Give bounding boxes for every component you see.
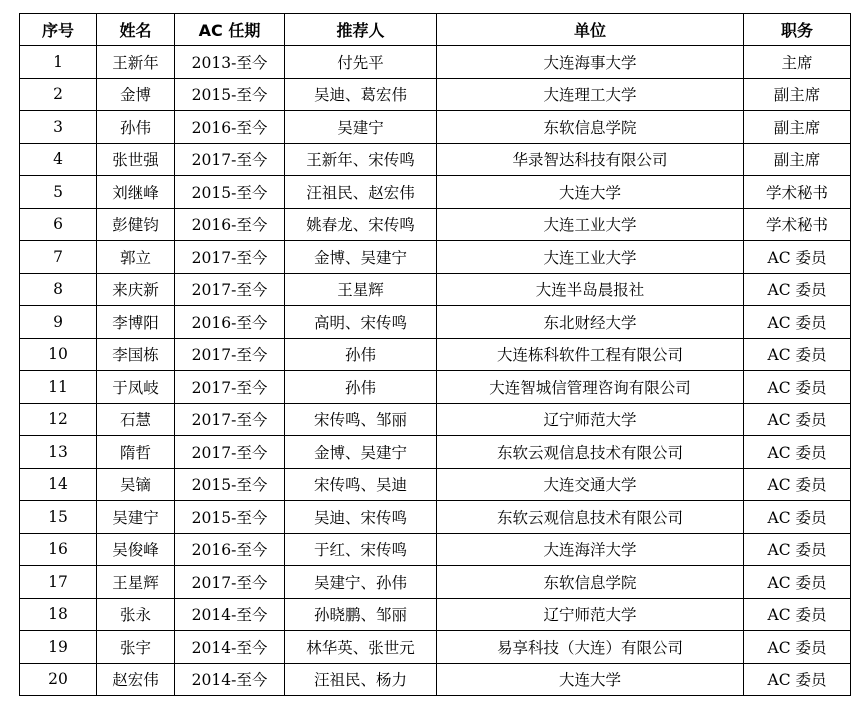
cell-index: 2 [20, 78, 97, 111]
cell-term: 2014-至今 [175, 598, 285, 631]
cell-position: AC 委员 [744, 403, 851, 436]
cell-recommender: 林华英、张世元 [285, 631, 437, 664]
cell-recommender: 吴迪、宋传鸣 [285, 501, 437, 534]
cell-position: AC 委员 [744, 468, 851, 501]
cell-term: 2017-至今 [175, 436, 285, 469]
cell-recommender: 宋传鸣、吴迪 [285, 468, 437, 501]
cell-name: 彭健钧 [97, 208, 175, 241]
cell-index: 17 [20, 566, 97, 599]
cell-position: AC 委员 [744, 631, 851, 664]
cell-position: AC 委员 [744, 598, 851, 631]
cell-term: 2014-至今 [175, 663, 285, 696]
cell-position: AC 委员 [744, 436, 851, 469]
header-organization: 单位 [437, 14, 744, 46]
cell-index: 3 [20, 111, 97, 144]
cell-organization: 大连大学 [437, 663, 744, 696]
cell-name: 王星辉 [97, 566, 175, 599]
table-row [20, 631, 851, 664]
cell-position: AC 委员 [744, 241, 851, 274]
table-row [20, 533, 851, 566]
cell-index: 4 [20, 143, 97, 176]
cell-term: 2017-至今 [175, 403, 285, 436]
cell-index: 10 [20, 338, 97, 371]
cell-position: AC 委员 [744, 273, 851, 306]
cell-recommender: 孙伟 [285, 338, 437, 371]
cell-index: 15 [20, 501, 97, 534]
cell-position: AC 委员 [744, 663, 851, 696]
cell-recommender: 汪祖民、杨力 [285, 663, 437, 696]
cell-recommender: 付先平 [285, 46, 437, 79]
cell-organization: 东软云观信息技术有限公司 [437, 501, 744, 534]
cell-organization: 东软云观信息技术有限公司 [437, 436, 744, 469]
table-row [20, 338, 851, 371]
cell-index: 20 [20, 663, 97, 696]
cell-name: 郭立 [97, 241, 175, 274]
cell-term: 2015-至今 [175, 468, 285, 501]
cell-name: 吴俊峰 [97, 533, 175, 566]
cell-organization: 辽宁师范大学 [437, 598, 744, 631]
table-row [20, 143, 851, 176]
cell-recommender: 吴建宁、孙伟 [285, 566, 437, 599]
cell-organization: 东软信息学院 [437, 566, 744, 599]
cell-term: 2015-至今 [175, 78, 285, 111]
cell-organization: 大连半岛晨报社 [437, 273, 744, 306]
cell-position: 副主席 [744, 111, 851, 144]
header-name: 姓名 [97, 14, 175, 46]
cell-organization: 华录智达科技有限公司 [437, 143, 744, 176]
cell-term: 2017-至今 [175, 566, 285, 599]
cell-term: 2014-至今 [175, 631, 285, 664]
cell-index: 12 [20, 403, 97, 436]
cell-position: AC 委员 [744, 566, 851, 599]
cell-recommender: 王新年、宋传鸣 [285, 143, 437, 176]
cell-position: 主席 [744, 46, 851, 79]
header-index: 序号 [20, 14, 97, 46]
cell-position: 副主席 [744, 78, 851, 111]
cell-index: 13 [20, 436, 97, 469]
cell-index: 19 [20, 631, 97, 664]
cell-name: 吴镝 [97, 468, 175, 501]
table-row [20, 566, 851, 599]
cell-position: 副主席 [744, 143, 851, 176]
table-row [20, 403, 851, 436]
committee-table [19, 13, 851, 696]
cell-index: 16 [20, 533, 97, 566]
cell-position: AC 委员 [744, 338, 851, 371]
cell-organization: 大连理工大学 [437, 78, 744, 111]
table-row [20, 46, 851, 79]
cell-name: 张永 [97, 598, 175, 631]
cell-name: 于凤岐 [97, 371, 175, 404]
cell-position: 学术秘书 [744, 176, 851, 209]
cell-name: 李博阳 [97, 306, 175, 339]
cell-index: 11 [20, 371, 97, 404]
header-recommender: 推荐人 [285, 14, 437, 46]
cell-term: 2017-至今 [175, 241, 285, 274]
cell-index: 7 [20, 241, 97, 274]
cell-index: 18 [20, 598, 97, 631]
table-row [20, 78, 851, 111]
table-body [20, 46, 851, 696]
cell-position: 学术秘书 [744, 208, 851, 241]
cell-name: 王新年 [97, 46, 175, 79]
cell-term: 2016-至今 [175, 111, 285, 144]
cell-term: 2015-至今 [175, 501, 285, 534]
table-row [20, 371, 851, 404]
cell-organization: 大连大学 [437, 176, 744, 209]
cell-recommender: 王星辉 [285, 273, 437, 306]
cell-recommender: 吴迪、葛宏伟 [285, 78, 437, 111]
committee-table-container [19, 13, 851, 696]
cell-term: 2016-至今 [175, 208, 285, 241]
cell-term: 2013-至今 [175, 46, 285, 79]
cell-position: AC 委员 [744, 501, 851, 534]
cell-position: AC 委员 [744, 533, 851, 566]
table-row [20, 598, 851, 631]
cell-organization: 大连工业大学 [437, 208, 744, 241]
cell-recommender: 于红、宋传鸣 [285, 533, 437, 566]
table-row [20, 306, 851, 339]
cell-recommender: 高明、宋传鸣 [285, 306, 437, 339]
header-term: AC 任期 [175, 14, 285, 46]
table-row [20, 501, 851, 534]
cell-name: 赵宏伟 [97, 663, 175, 696]
cell-recommender: 吴建宁 [285, 111, 437, 144]
cell-term: 2017-至今 [175, 273, 285, 306]
table-header-row [20, 14, 851, 46]
cell-term: 2016-至今 [175, 306, 285, 339]
cell-organization: 大连交通大学 [437, 468, 744, 501]
cell-organization: 大连工业大学 [437, 241, 744, 274]
cell-index: 14 [20, 468, 97, 501]
cell-term: 2017-至今 [175, 371, 285, 404]
cell-position: AC 委员 [744, 306, 851, 339]
cell-organization: 大连智城信管理咨询有限公司 [437, 371, 744, 404]
cell-index: 9 [20, 306, 97, 339]
cell-organization: 大连海洋大学 [437, 533, 744, 566]
table-row [20, 468, 851, 501]
cell-term: 2017-至今 [175, 338, 285, 371]
cell-recommender: 宋传鸣、邹丽 [285, 403, 437, 436]
cell-term: 2016-至今 [175, 533, 285, 566]
cell-organization: 大连栋科软件工程有限公司 [437, 338, 744, 371]
cell-name: 张宇 [97, 631, 175, 664]
cell-organization: 东北财经大学 [437, 306, 744, 339]
table-row [20, 208, 851, 241]
cell-recommender: 孙晓鹏、邹丽 [285, 598, 437, 631]
cell-name: 来庆新 [97, 273, 175, 306]
header-position: 职务 [744, 14, 851, 46]
cell-recommender: 金博、吴建宁 [285, 436, 437, 469]
table-row [20, 111, 851, 144]
cell-name: 吴建宁 [97, 501, 175, 534]
table-row [20, 663, 851, 696]
table-row [20, 436, 851, 469]
cell-index: 6 [20, 208, 97, 241]
cell-index: 1 [20, 46, 97, 79]
table-row [20, 241, 851, 274]
cell-organization: 东软信息学院 [437, 111, 744, 144]
cell-name: 隋哲 [97, 436, 175, 469]
cell-organization: 易享科技（大连）有限公司 [437, 631, 744, 664]
table-row [20, 273, 851, 306]
cell-term: 2017-至今 [175, 143, 285, 176]
cell-recommender: 金博、吴建宁 [285, 241, 437, 274]
cell-recommender: 姚春龙、宋传鸣 [285, 208, 437, 241]
cell-index: 5 [20, 176, 97, 209]
cell-name: 李国栋 [97, 338, 175, 371]
cell-recommender: 孙伟 [285, 371, 437, 404]
cell-name: 张世强 [97, 143, 175, 176]
cell-index: 8 [20, 273, 97, 306]
cell-organization: 大连海事大学 [437, 46, 744, 79]
cell-name: 孙伟 [97, 111, 175, 144]
cell-recommender: 汪祖民、赵宏伟 [285, 176, 437, 209]
cell-name: 金博 [97, 78, 175, 111]
cell-organization: 辽宁师范大学 [437, 403, 744, 436]
table-row [20, 176, 851, 209]
cell-name: 刘继峰 [97, 176, 175, 209]
cell-term: 2015-至今 [175, 176, 285, 209]
cell-position: AC 委员 [744, 371, 851, 404]
cell-name: 石慧 [97, 403, 175, 436]
